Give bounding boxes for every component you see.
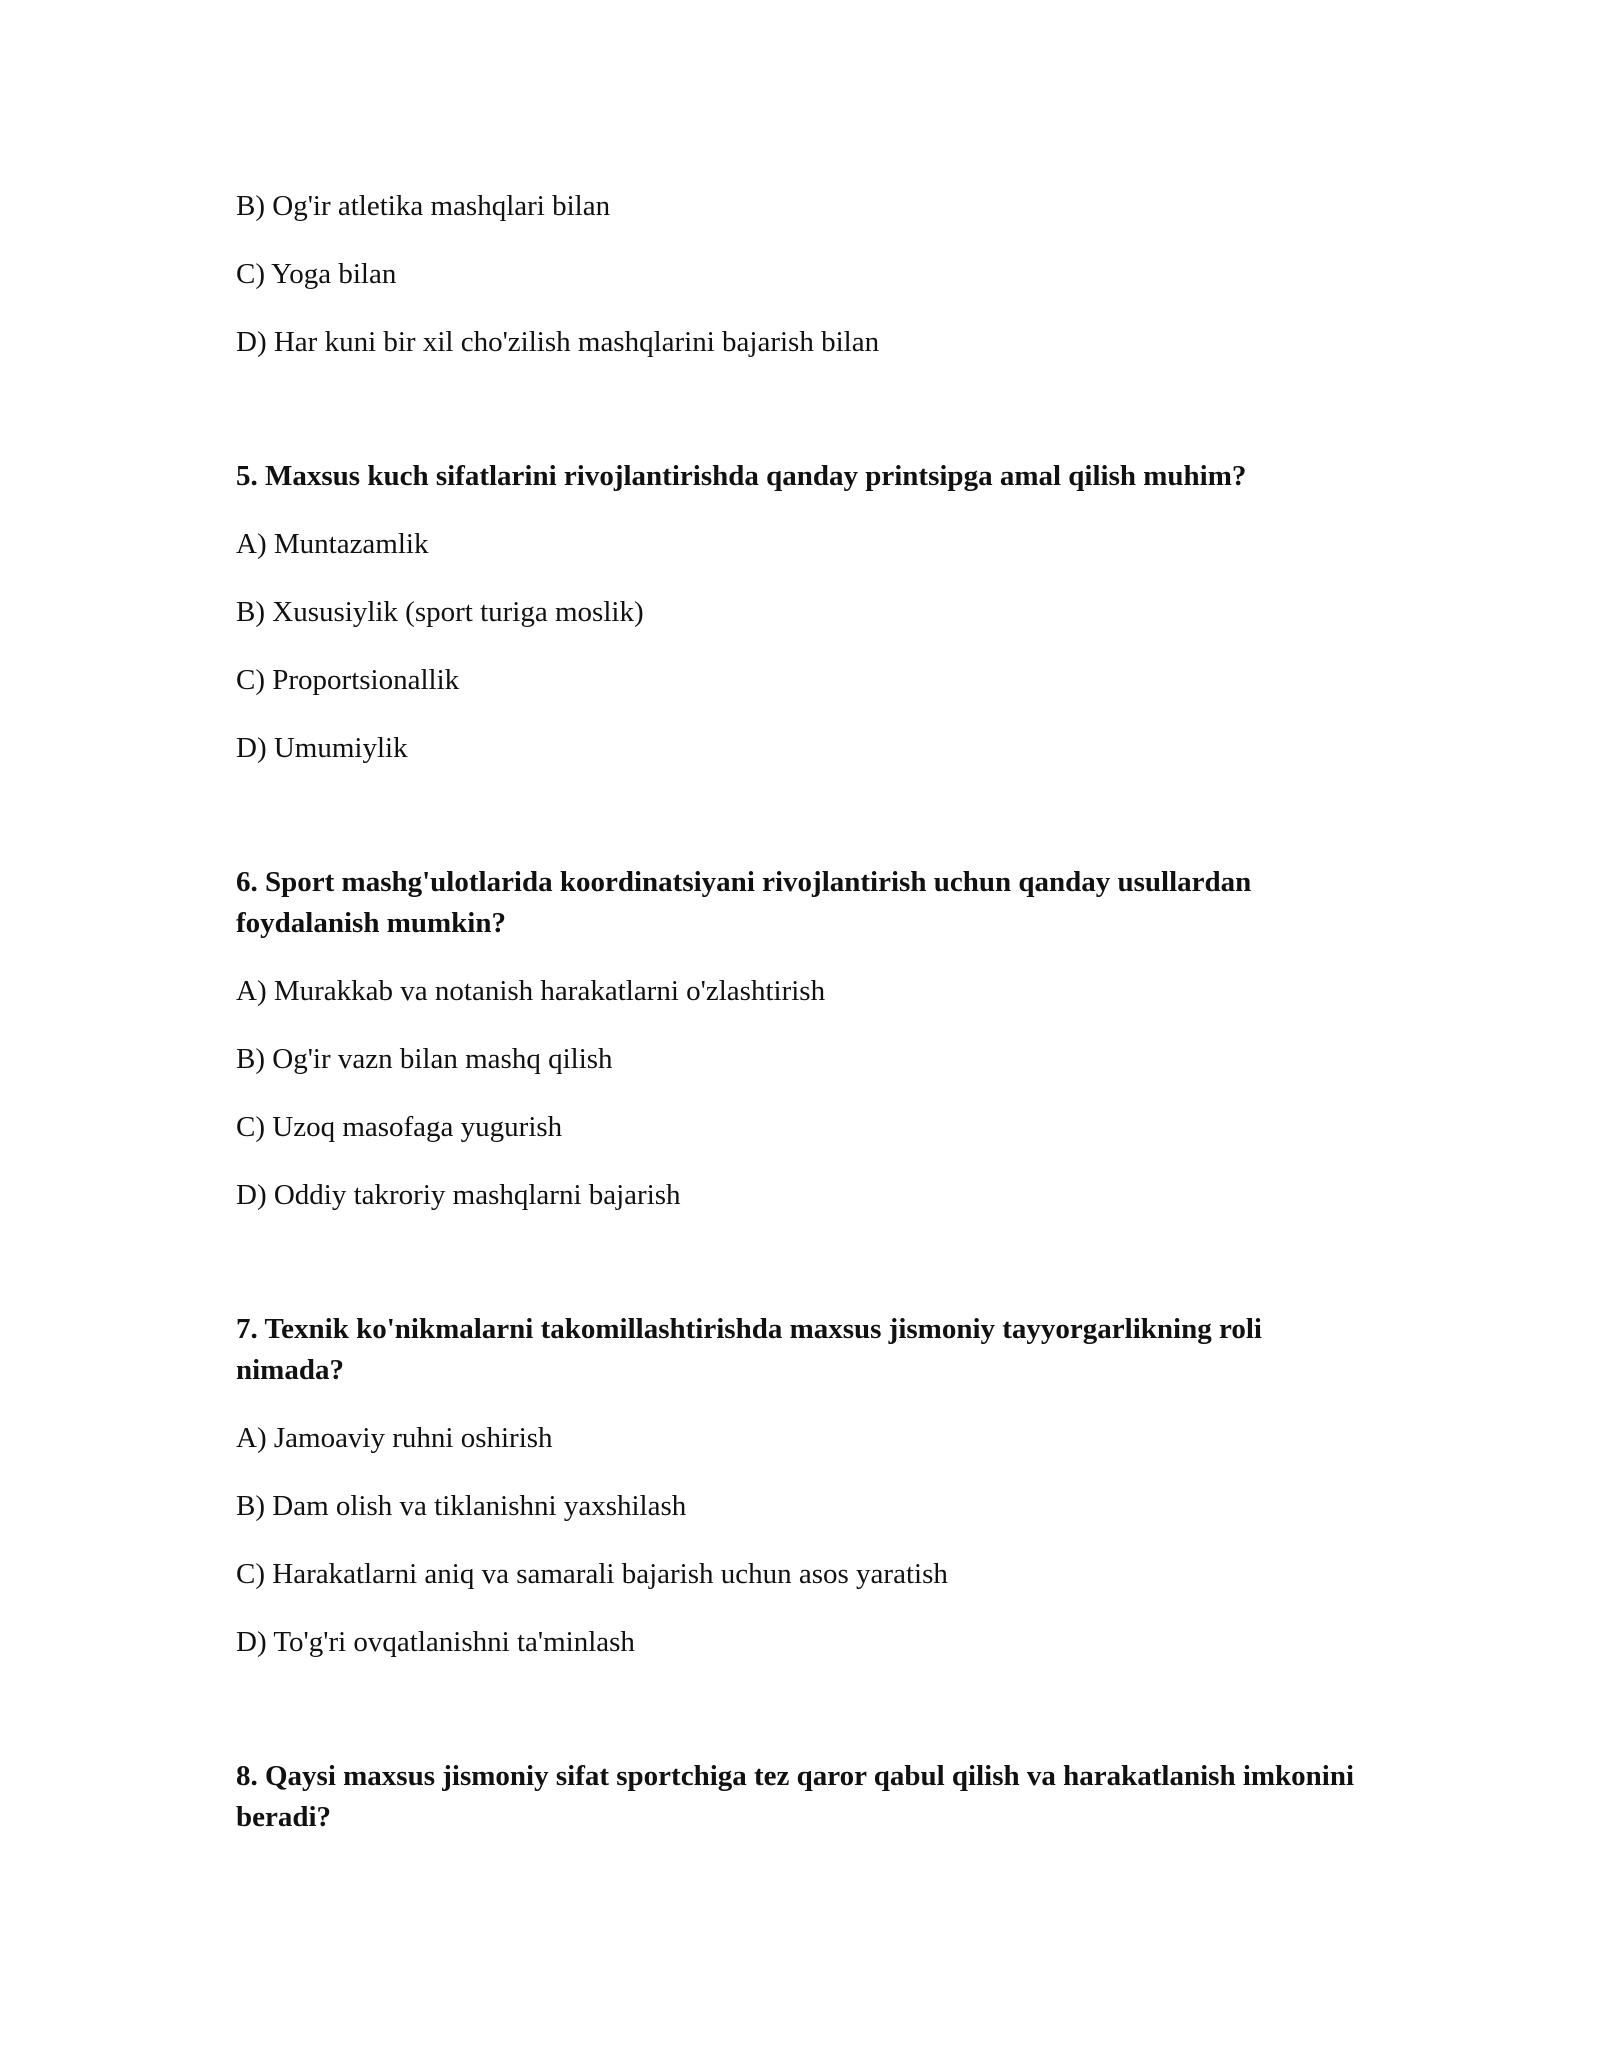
answer-option-7c: C) Harakatlarni aniq va samarali bajarish uchun asos yaratish (236, 1558, 948, 1590)
quiz-content (236, 186, 1366, 1865)
answer-option-6b: B) Og'ir vazn bilan mashq qilish (236, 1043, 613, 1075)
answer-option-6d: D) Oddiy takroriy mashqlarni bajarish (236, 1179, 681, 1211)
answer-option-5a: A) Muntazamlik (236, 528, 429, 560)
question-8-text: 8. Qaysi maxsus jismoniy sifat sportchiga tez qaror qabul qilish va harakatlanish imkonini beradi? (236, 1760, 1355, 1833)
answer-option-5b: B) Xususiylik (sport turiga moslik) (236, 596, 644, 628)
answer-option-4c: C) Yoga bilan (236, 258, 397, 290)
answer-option-5d: D) Umumiylik (236, 732, 408, 764)
question-block-6 (236, 862, 1366, 1215)
question-block-8 (236, 1756, 1366, 1838)
question-5-text: 5. Maxsus kuch sifatlarini rivojlantirishda qanday printsipga amal qilish muhim? (236, 460, 1247, 492)
question-block-4-continued (236, 186, 1366, 362)
answer-option-6c: C) Uzoq masofaga yugurish (236, 1111, 563, 1143)
answer-option-4d: D) Har kuni bir xil cho'zilish mashqlarini bajarish bilan (236, 326, 880, 358)
answer-option-4b: B) Og'ir atletika mashqlari bilan (236, 190, 611, 222)
question-6-text: 6. Sport mashg'ulotlarida koordinatsiyani rivojlantirish uchun qanday usullardan foydalanish mumkin? (236, 866, 1252, 939)
question-block-5 (236, 456, 1366, 768)
answer-option-7d: D) To'g'ri ovqatlanishni ta'minlash (236, 1626, 635, 1658)
question-block-7 (236, 1309, 1366, 1662)
question-7-text: 7. Texnik ko'nikmalarni takomillashtirishda maxsus jismoniy tayyorgarlikning roli nimada? (236, 1313, 1262, 1386)
answer-option-7b: B) Dam olish va tiklanishni yaxshilash (236, 1490, 687, 1522)
answer-option-7a: A) Jamoaviy ruhni oshirish (236, 1422, 553, 1454)
answer-option-5c: C) Proportsionallik (236, 664, 460, 696)
answer-option-6a: A) Murakkab va notanish harakatlarni o'zlashtirish (236, 975, 826, 1007)
